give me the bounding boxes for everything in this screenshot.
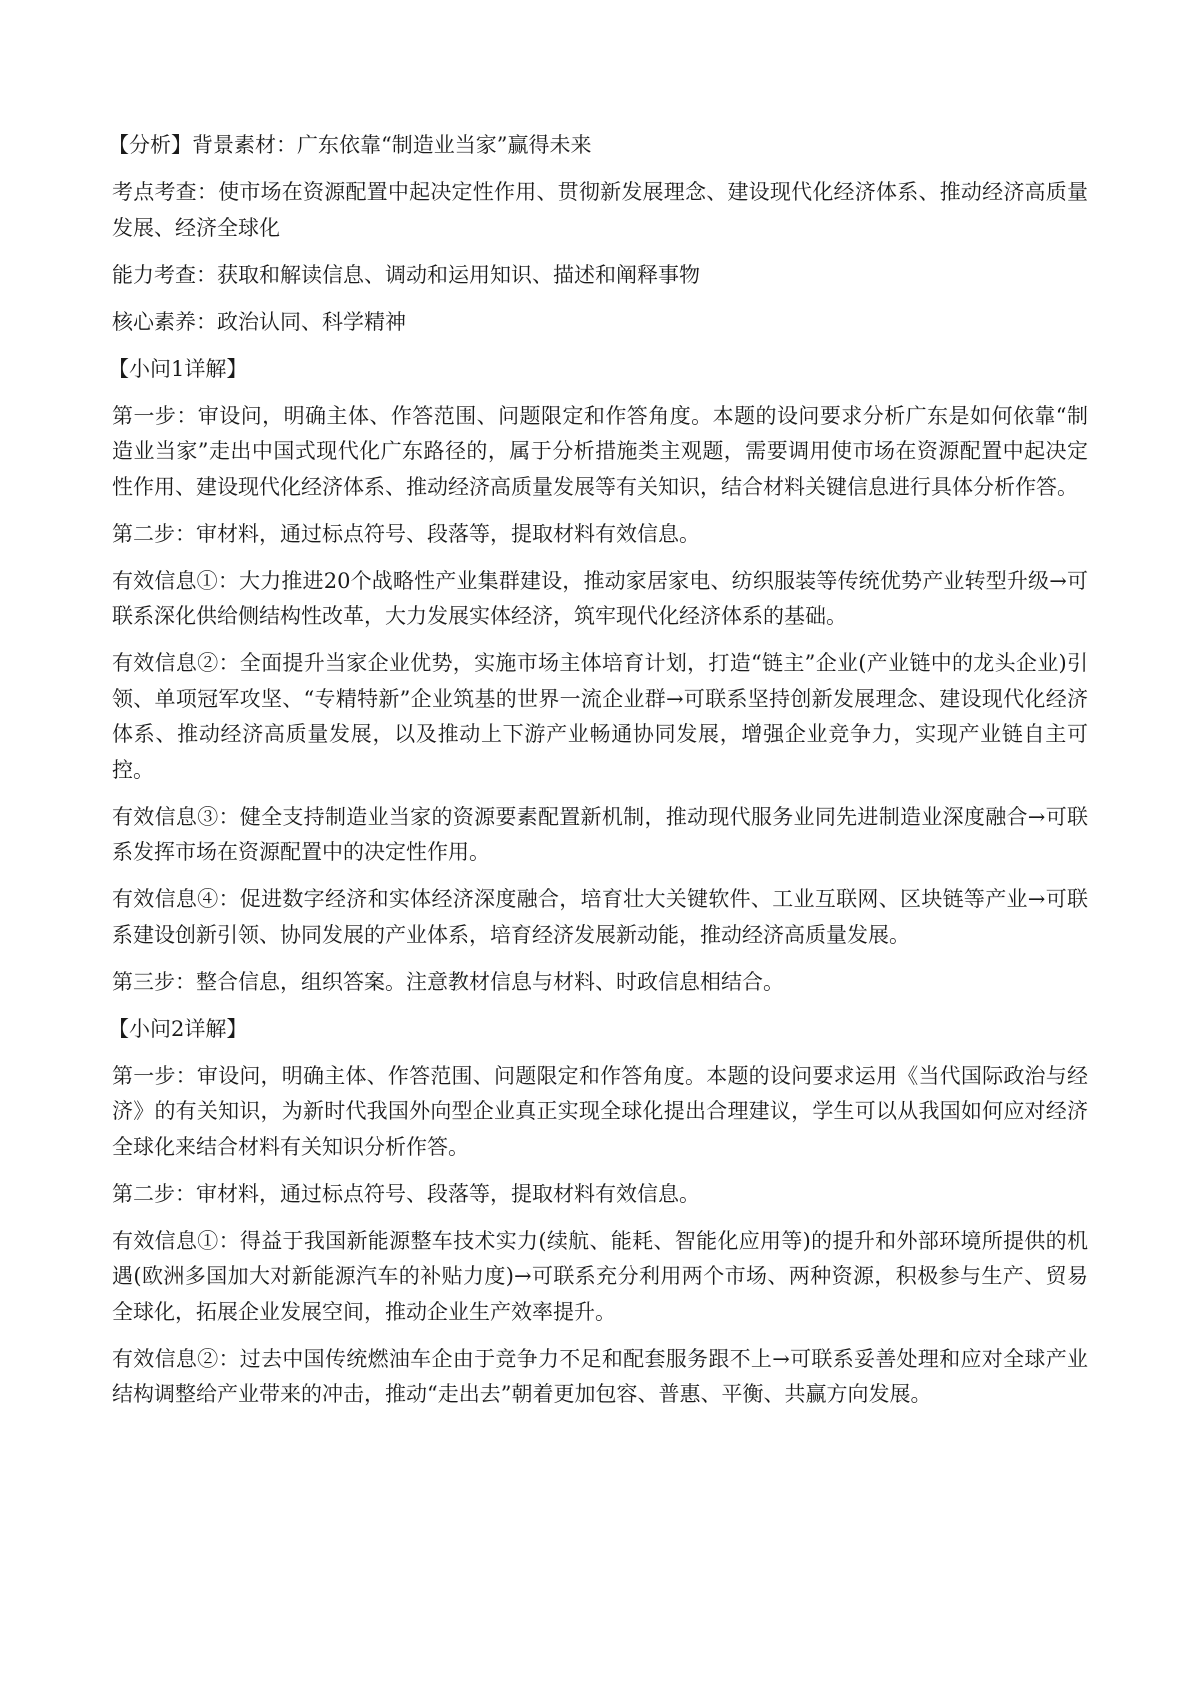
q2-step-1: 第一步：审设问，明确主体、作答范围、问题限定和作答角度。本题的设问要求运用《当代国际政治与经济》的有关知识，为新时代我国外向型企业真正实现全球化提出合理建议，学生可以从我国如何应对经济全球化来结合材料有关知识分析作答。	[112, 1063, 1088, 1159]
q1-info-2: 有效信息②：全面提升当家企业优势，实施市场主体培育计划，打造“链主”企业(产业链中的龙头企业)引领、单项冠军攻坚、“专精特新”企业筑基的世界一流企业群→可联系坚持创新发展理念、建设现代化经济体系、推动经济高质量发展，以及推动上下游产业畅通协同发展，增强企业竞争力，实现产业链自主可控。	[112, 651, 1088, 782]
analysis-heading: 【分析】背景素材：广东依靠“制造业当家”赢得未来	[108, 133, 592, 157]
q1-info-3: 有效信息③：健全支持制造业当家的资源要素配置新机制，推动现代服务业同先进制造业深度融合→可联系发挥市场在资源配置中的决定性作用。	[112, 804, 1088, 864]
question-2-heading: 【小问2详解】	[108, 1016, 248, 1041]
q1-info-4: 有效信息④：促进数字经济和实体经济深度融合，培育壮大关键软件、工业互联网、区块链等产业→可联系建设创新引领、协同发展的产业体系，培育经济发展新动能，推动经济高质量发展。	[112, 887, 1088, 947]
q1-step-2: 第二步：审材料，通过标点符号、段落等，提取材料有效信息。	[112, 521, 700, 546]
q1-step-3: 第三步：整合信息，组织答案。注意教材信息与材料、时政信息相结合。	[112, 969, 784, 994]
ability-points: 能力考查：获取和解读信息、调动和运用知识、描述和阐释事物	[112, 262, 700, 287]
exam-points: 考点考查：使市场在资源配置中起决定性作用、贯彻新发展理念、建设现代化经济体系、推动经济高质量发展、经济全球化	[112, 180, 1088, 240]
core-literacy: 核心素养：政治认同、科学精神	[112, 309, 406, 334]
q2-info-2: 有效信息②：过去中国传统燃油车企由于竞争力不足和配套服务跟不上→可联系妥善处理和应对全球产业结构调整给产业带来的冲击，推动“走出去”朝着更加包容、普惠、平衡、共赢方向发展。	[112, 1346, 1088, 1406]
q2-info-1: 有效信息①：得益于我国新能源整车技术实力(续航、能耗、智能化应用等)的提升和外部环境所提供的机遇(欧洲多国加大对新能源汽车的补贴力度)→可联系充分利用两个市场、两种资源，积极参与生产、贸易全球化，拓展企业发展空间，推动企业生产效率提升。	[112, 1228, 1088, 1324]
q2-step-2: 第二步：审材料，通过标点符号、段落等，提取材料有效信息。	[112, 1181, 700, 1206]
q1-step-1: 第一步：审设问，明确主体、作答范围、问题限定和作答角度。本题的设问要求分析广东是如何依靠“制造业当家”走出中国式现代化广东路径的，属于分析措施类主观题，需要调用使市场在资源配置中起决定性作用、建设现代化经济体系、推动经济高质量发展等有关知识，结合材料关键信息进行具体分析作答。	[112, 403, 1088, 499]
question-1-heading: 【小问1详解】	[108, 356, 248, 381]
q1-info-1: 有效信息①：大力推进20个战略性产业集群建设，推动家居家电、纺织服装等传统优势产业转型升级→可联系深化供给侧结构性改革，大力发展实体经济，筑牢现代化经济体系的基础。	[112, 568, 1088, 628]
